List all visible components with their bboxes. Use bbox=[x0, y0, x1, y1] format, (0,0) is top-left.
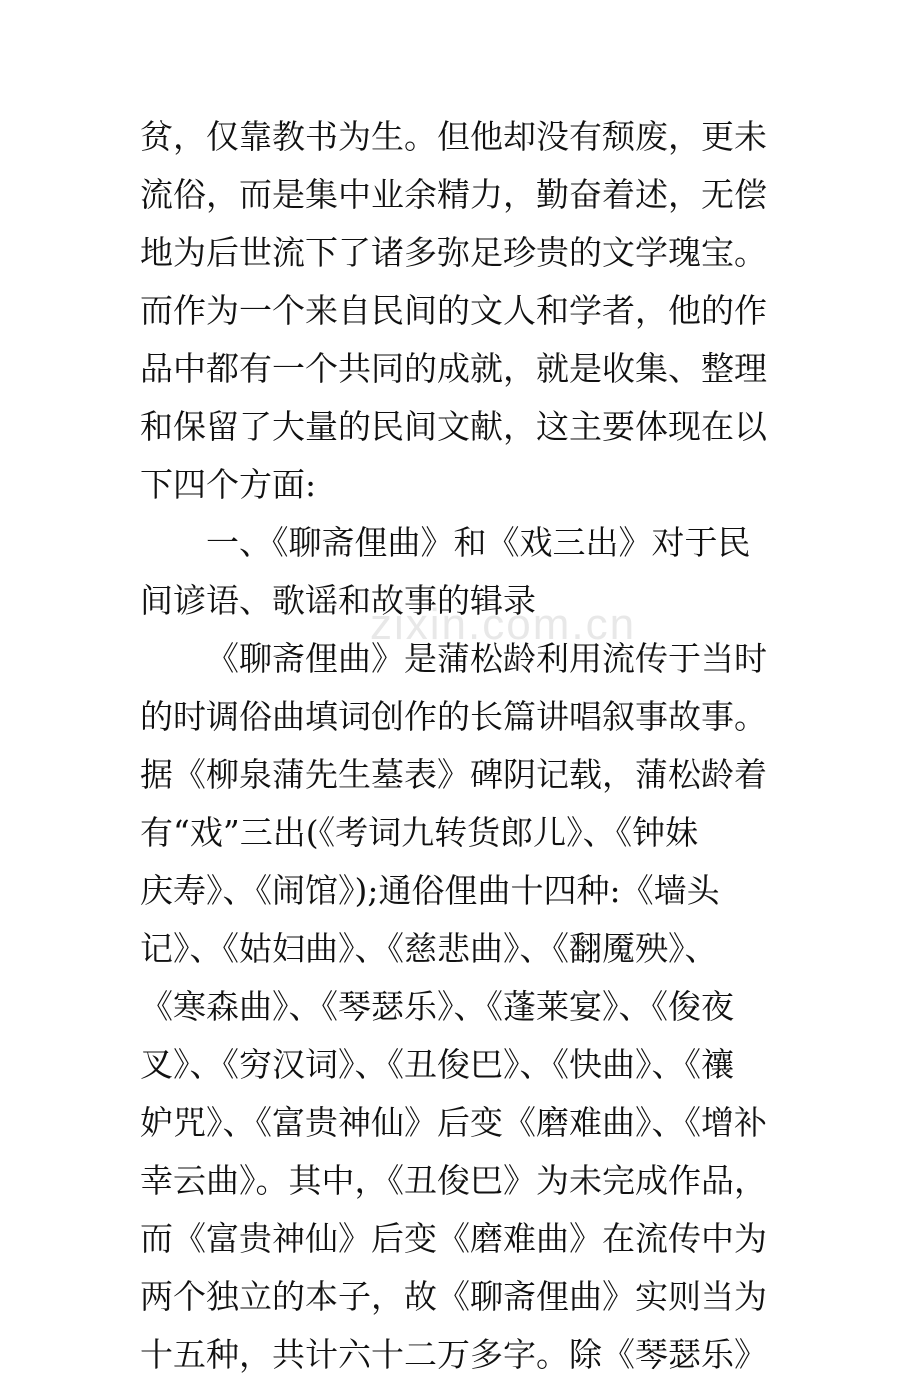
text-line: 有“戏”三出(《考词九转货郎儿》、《钟妹 bbox=[140, 813, 699, 852]
text-line: 庆寿》、《闹馆》);通俗俚曲十四种:《墙头 bbox=[140, 871, 720, 910]
text-line: 记》、《姑妇曲》、《慈悲曲》、《翻魇殃》、 bbox=[140, 929, 718, 968]
text-line: 而《富贵神仙》后变《磨难曲》在流传中为 bbox=[140, 1219, 767, 1258]
text-line: 品中都有一个共同的成就，就是收集、整理 bbox=[140, 349, 767, 388]
text-line: 贫，仅靠教书为生。但他却没有颓废，更未 bbox=[140, 117, 767, 156]
text-line: 的时调俗曲填词创作的长篇讲唱叙事故事。 bbox=[140, 697, 767, 736]
text-line: 两个独立的本子，故《聊斋俚曲》实则当为 bbox=[140, 1277, 767, 1316]
text-line: 和保留了大量的民间文献，这主要体现在以 bbox=[140, 407, 767, 446]
text-line: 《寒森曲》、《琴瑟乐》、《蓬莱宴》、《俊夜 bbox=[140, 987, 734, 1026]
text-line: 《聊斋俚曲》是蒲松龄利用流传于当时 bbox=[206, 639, 767, 678]
text-line: 叉》、《穷汉词》、《丑俊巴》、《快曲》、《禳 bbox=[140, 1045, 734, 1084]
text-line: 据《柳泉蒲先生墓表》碑阴记载，蒲松龄着 bbox=[140, 755, 767, 794]
body-text bbox=[140, 108, 800, 1384]
watermark: zixin.com.cn bbox=[370, 600, 637, 649]
text-line: 地为后世流下了诸多弥足珍贵的文学瑰宝。 bbox=[140, 233, 767, 272]
text-line: 幸云曲》。其中，《丑俊巴》为未完成作品， bbox=[140, 1161, 767, 1200]
text-line: 而作为一个来自民间的文人和学者，他的作 bbox=[140, 291, 767, 330]
text-line: 妒咒》、《富贵神仙》后变《磨难曲》、《增补 bbox=[140, 1103, 767, 1142]
text-line: 十五种，共计六十二万多字。除《琴瑟乐》 bbox=[140, 1335, 767, 1374]
text-line: 一、《聊斋俚曲》和《戏三出》对于民 bbox=[206, 523, 751, 562]
text-line: 间谚语、歌谣和故事的辑录 bbox=[140, 581, 536, 620]
text-line: 下四个方面: bbox=[140, 465, 317, 504]
text-line: 流俗，而是集中业余精力，勤奋着述，无偿 bbox=[140, 175, 767, 214]
